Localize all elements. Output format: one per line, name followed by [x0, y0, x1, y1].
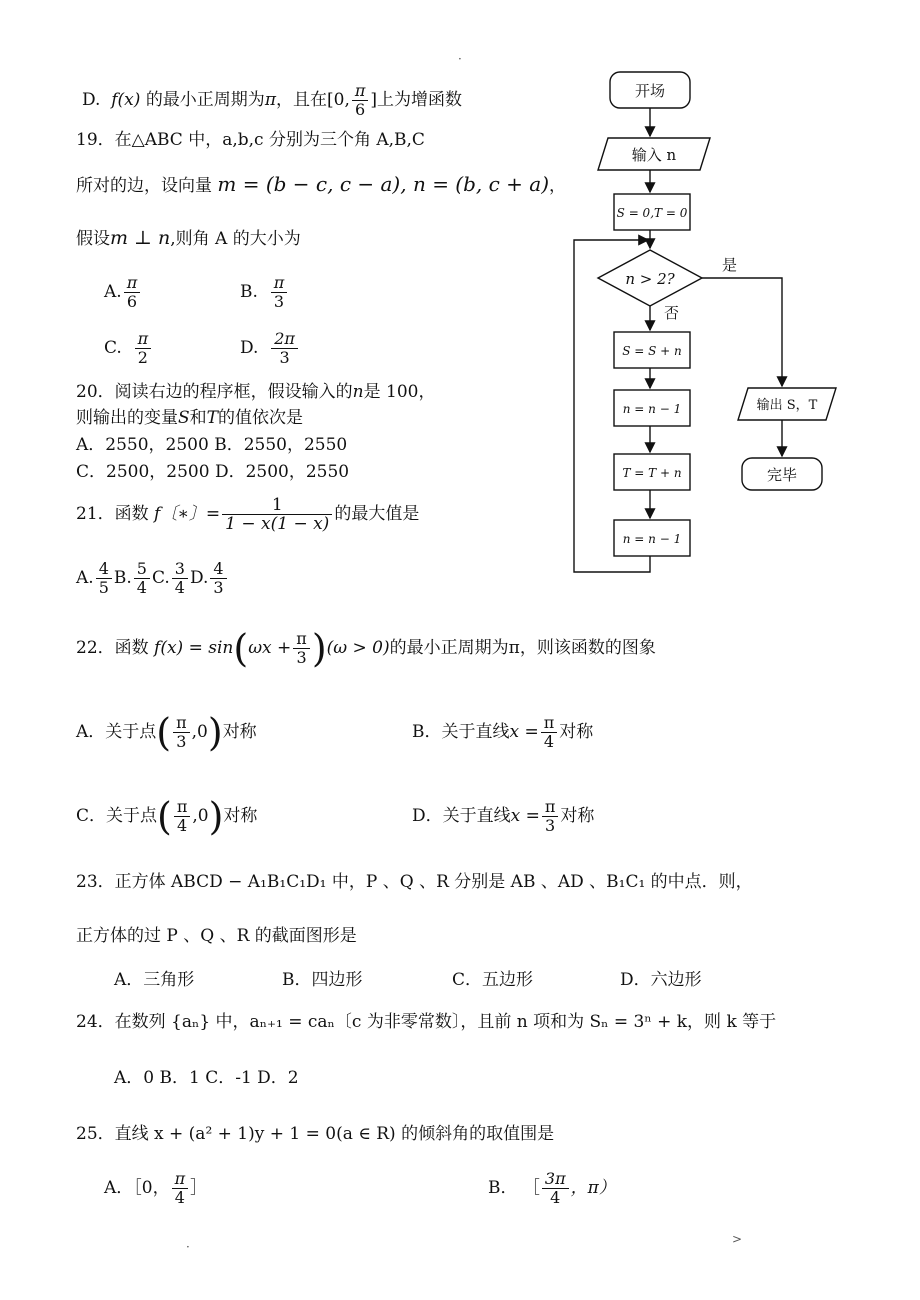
opt-label: B.	[240, 282, 258, 302]
q24-line1: 24．在数列 {aₙ} 中，aₙ₊₁ = caₙ〔c 为非零常数〕，且前 n 项和为 Sₙ = 3ⁿ + k，则 k 等于	[76, 1012, 777, 1032]
q18-d-end: ]上为增函数	[370, 90, 463, 110]
opt-label: C.	[104, 338, 122, 358]
q22-fx: f(x) = sin	[154, 638, 234, 658]
q22-prefix: 22．函数	[76, 638, 149, 658]
lparen: (	[157, 794, 172, 839]
q22-inner: ωx +	[248, 638, 292, 658]
opt-label: A.	[104, 282, 122, 302]
q18-option-d	[82, 82, 462, 119]
opt-end: ，π）	[570, 1178, 616, 1198]
frac-num: π	[271, 274, 288, 293]
q19-text: 所对的边，设向量	[76, 176, 212, 196]
q23-option-b: B．四边形	[282, 970, 363, 990]
frac-den: 6	[126, 292, 138, 311]
opt-label: A.	[76, 568, 94, 588]
frac-den: 3	[279, 348, 290, 367]
opt-x: x =	[509, 722, 539, 742]
opt-frac	[210, 560, 226, 597]
q18-d-interval: ，且在[0,	[276, 90, 350, 110]
q23-option-a: A．三角形	[114, 970, 195, 990]
opt-frac	[271, 274, 288, 311]
frac-den: 4	[177, 816, 188, 835]
frac-den: 4	[543, 732, 555, 751]
rparen: )	[207, 710, 223, 755]
q20-text: 20．阅读右边的程序框，假设输入的	[76, 382, 353, 402]
opt-frac	[96, 560, 112, 597]
frac-num: 3	[172, 560, 188, 579]
q25-option-a	[104, 1170, 207, 1207]
opt-label: D.	[189, 568, 209, 588]
frac-den: 2	[137, 348, 148, 367]
opt-text: B．关于直线	[412, 722, 510, 742]
q20-and: 和	[189, 408, 207, 428]
frac-den: 4	[550, 1188, 561, 1207]
frac-num: π	[541, 714, 558, 733]
opt-end: 对称	[560, 806, 595, 826]
opt-frac	[542, 1170, 569, 1207]
q20-line1	[76, 380, 435, 404]
q23-option-d: D．六边形	[620, 970, 702, 990]
q19-option-b	[240, 274, 289, 311]
frac-den: 4	[174, 1188, 185, 1207]
fc-input-text: 输入 n	[631, 146, 677, 164]
frac-den: 6	[355, 100, 366, 119]
frac-num: π	[174, 798, 191, 817]
opt-end: 对称	[222, 722, 257, 742]
q22-lparen: (	[233, 626, 249, 671]
footer-dot-left: ·	[186, 1240, 190, 1254]
q21-line1	[76, 496, 419, 533]
fc-start-text: 开场	[634, 82, 666, 100]
frac-den: 5	[98, 578, 109, 597]
opt-x: x =	[510, 806, 540, 826]
frac-num: π	[124, 274, 141, 293]
opt-end: 对称	[223, 806, 258, 826]
opt-frac	[173, 714, 190, 751]
q23-line1: 23．正方体 ABCD − A₁B₁C₁D₁ 中，P 、Q 、R 分别是 AB 、AD 、B₁C₁ 的中点．则，	[76, 872, 753, 892]
opt-text: A．［0，	[104, 1178, 170, 1198]
q18-d-fx: f(x)	[111, 90, 141, 110]
opt-frac	[541, 714, 558, 751]
opt-frac	[172, 560, 188, 597]
q19-line2	[76, 172, 566, 198]
lparen: (	[156, 710, 172, 755]
frac-num: π	[352, 82, 369, 101]
fc-yes-arrow	[702, 278, 782, 386]
fc-no-label: 否	[664, 304, 680, 322]
frac-num: 3π	[542, 1170, 569, 1189]
frac-den: 3	[273, 292, 285, 311]
q20-options-cd: C．2500，2500 D．2500，2550	[76, 462, 350, 482]
flowchart	[560, 60, 860, 590]
q19-option-c	[104, 330, 153, 367]
frac-num: 4	[96, 560, 112, 579]
q22-cond: (ω > 0)	[326, 638, 390, 658]
opt-coord: ,0	[191, 722, 208, 742]
opt-label: B.	[113, 568, 132, 588]
q18-d-pi: π	[264, 90, 276, 110]
frac-den: 3	[176, 732, 187, 751]
fc-s4-text: n = n − 1	[622, 532, 682, 546]
q19-option-a	[104, 274, 142, 311]
q25-line1: 25．直线 x + (a² + 1)y + 1 = 0(a ∈ R) 的倾斜角的取值围是	[76, 1124, 555, 1144]
q22-option-c	[76, 794, 258, 839]
q20-text4: 的值依次是	[218, 408, 303, 428]
opt-end: ］	[190, 1178, 208, 1198]
frac-den: 3	[545, 816, 556, 835]
q20-line2	[76, 406, 303, 430]
q19-comma: ，	[549, 176, 567, 196]
q20-options-ab: A．2550，2500 B．2550，2550	[76, 435, 348, 455]
frac-num: π	[135, 330, 152, 349]
opt-frac	[542, 798, 559, 835]
q19-perp: m ⊥ n	[110, 227, 171, 249]
opt-text: B． ［	[488, 1178, 540, 1198]
frac-den: 3	[213, 578, 224, 597]
opt-frac	[174, 798, 191, 835]
q19-line3	[76, 226, 301, 251]
q24-options: A．0 B．1 C．-1 D．2	[114, 1068, 299, 1088]
q18-d-text: 的最小正周期为	[145, 90, 265, 110]
fc-cond-text: n > 2?	[625, 270, 675, 288]
q20-n: n	[352, 382, 364, 402]
opt-coord: ,0	[192, 806, 209, 826]
frac-den: 4	[136, 578, 147, 597]
fc-s1-text: S = S + n	[622, 344, 682, 358]
opt-frac	[271, 330, 298, 367]
q20-s: S	[178, 408, 190, 428]
frac-num: 1	[222, 496, 332, 515]
q20-text2: 是 100，	[363, 382, 436, 402]
frac-num: π	[542, 798, 559, 817]
q25-option-b	[488, 1170, 616, 1207]
opt-frac	[124, 274, 141, 311]
frac-num: 4	[210, 560, 226, 579]
q20-text3: 则输出的变量	[76, 408, 178, 428]
q23-option-c: C．五边形	[452, 970, 534, 990]
q22-suffix: 的最小正周期为π，则该函数的图象	[389, 638, 656, 658]
q19-option-d	[240, 330, 300, 367]
q21-frac	[222, 496, 332, 533]
frac-den: 1 − x(1 − x)	[225, 514, 330, 534]
q19-line1: 19．在△ABC 中，a,b,c 分别为三个角 A,B,C	[76, 130, 425, 150]
frac-num: 5	[134, 560, 150, 579]
q22-option-d	[412, 798, 594, 835]
footer-mark-right: >	[732, 1232, 743, 1246]
opt-text: C．关于点	[76, 806, 158, 826]
opt-frac	[172, 1170, 189, 1207]
frac-num: π	[172, 1170, 189, 1189]
opt-label: D.	[240, 338, 259, 358]
q21-prefix: 21．函数	[76, 504, 149, 524]
fc-s3-text: T = T + n	[622, 466, 682, 480]
opt-text: D．关于直线	[412, 806, 511, 826]
q22-frac	[293, 630, 310, 667]
q22-option-a	[76, 710, 257, 755]
q19-vectors: m = (b − c, c − a), n = (b, c + a)	[217, 172, 550, 196]
opt-frac	[135, 330, 152, 367]
fc-s2-text: n = n − 1	[622, 402, 682, 416]
fc-end-text: 完毕	[766, 466, 798, 484]
opt-text: A．关于点	[76, 722, 157, 742]
q19-text2: 假设	[76, 229, 110, 249]
q21-options	[76, 560, 229, 597]
frac-num: π	[293, 630, 310, 649]
q22-option-b	[412, 714, 593, 751]
opt-label: C.	[151, 568, 170, 588]
rparen: )	[208, 794, 224, 839]
q18-d-label: D.	[82, 90, 101, 110]
q23-line2: 正方体的过 P 、Q 、R 的截面图形是	[76, 926, 357, 946]
q19-question: ,则角 A 的大小为	[170, 229, 301, 249]
fc-init-text: S = 0,T = 0	[616, 206, 688, 220]
header-dot: ·	[458, 52, 462, 66]
q20-t: T	[206, 408, 218, 428]
q22-line1	[76, 626, 656, 671]
q21-fx: f〔∗〕=	[154, 504, 221, 524]
frac-num: 2π	[271, 330, 298, 349]
frac-num: π	[173, 714, 190, 733]
fc-yes-label: 是	[722, 256, 738, 274]
q22-rparen: )	[311, 626, 327, 671]
fc-output-text: 输出 S，T	[756, 398, 818, 413]
frac-den: 3	[296, 648, 307, 667]
frac-den: 4	[174, 578, 185, 597]
opt-end: 对称	[559, 722, 594, 742]
q18-d-frac	[352, 82, 369, 119]
opt-frac	[134, 560, 150, 597]
q21-suffix: 的最大值是	[334, 504, 420, 524]
